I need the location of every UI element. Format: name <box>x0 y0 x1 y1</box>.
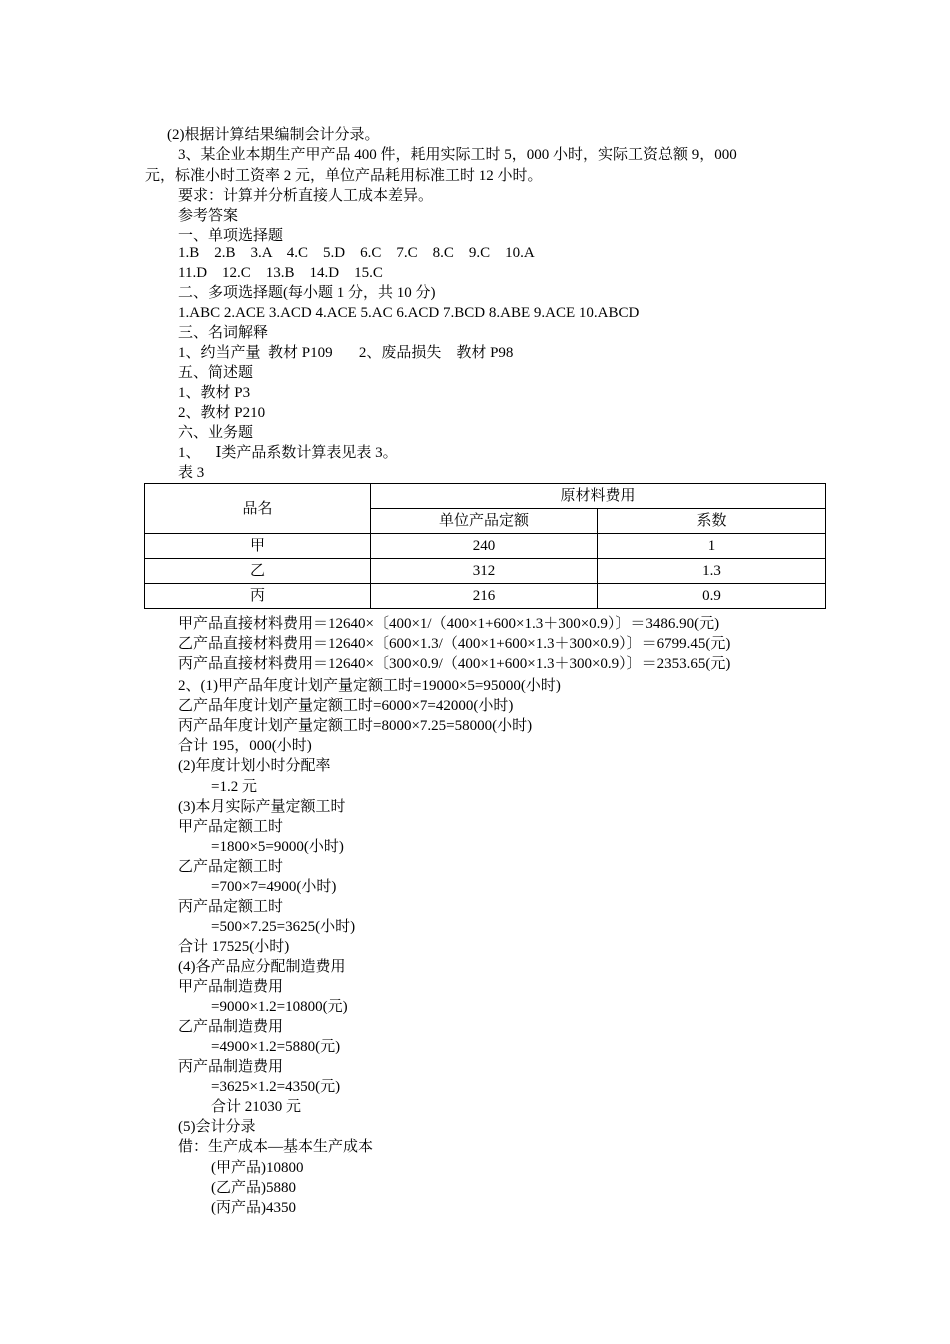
calc-line: 合计 21030 元 <box>211 1099 302 1115</box>
calc-line: 借：生产成本—基本生产成本 <box>178 1139 374 1155</box>
calc-line: 乙产品定额工时 <box>178 859 284 875</box>
text-line: 要求：计算并分析直接人工成本差异。 <box>178 188 434 204</box>
section-heading: 二、多项选择题(每小题 1 分，共 10 分) <box>178 285 436 301</box>
calc-line: =1.2 元 <box>211 779 257 795</box>
answer-line: 1、 Ⅰ类产品系数计算表见表 3。 <box>178 445 398 461</box>
text-line: 元，标准小时工资率 2 元，单位产品耗用标准工时 12 小时。 <box>145 168 543 184</box>
table-row <box>145 534 826 559</box>
calc-line: (3)本月实际产量定额工时 <box>178 799 346 815</box>
answer-line: 1、约当产量 教材 P109 2、废品损失 教材 P98 <box>178 345 514 361</box>
coefficient-table <box>144 483 826 609</box>
calc-line: 丙产品制造费用 <box>178 1059 284 1075</box>
calc-line: (乙产品)5880 <box>211 1180 296 1196</box>
calc-line: 乙产品年度计划产量定额工时=6000×7=42000(小时) <box>178 698 514 714</box>
calc-line: =4900×1.2=5880(元) <box>211 1039 341 1055</box>
calc-line: 甲产品定额工时 <box>178 819 284 835</box>
calc-line: (2)年度计划小时分配率 <box>178 758 331 774</box>
text-line: (2)根据计算结果编制会计分录。 <box>167 127 380 143</box>
answer-line: 1.B 2.B 3.A 4.C 5.D 6.C 7.C 8.C 9.C 10.A <box>178 245 535 261</box>
section-heading: 一、单项选择题 <box>178 228 284 244</box>
cell-product: 甲 <box>145 534 371 559</box>
calc-line: =9000×1.2=10800(元) <box>211 999 348 1015</box>
section-heading: 参考答案 <box>178 208 239 224</box>
calc-line: (5)会计分录 <box>178 1119 256 1135</box>
table-row <box>145 584 826 609</box>
text-line: 3、某企业本期生产甲产品 400 件，耗用实际工时 5，000 小时，实际工资总额 9，000 <box>178 147 737 163</box>
calc-line: (甲产品)10800 <box>211 1160 304 1176</box>
cell-coefficient: 1 <box>598 534 826 559</box>
calc-line: 丙产品定额工时 <box>178 899 284 915</box>
calc-line: (丙产品)4350 <box>211 1200 296 1216</box>
section-heading: 三、名词解释 <box>178 325 269 341</box>
table-caption: 表 3 <box>178 465 205 481</box>
cell-coefficient: 0.9 <box>598 584 826 609</box>
answer-line: 2、教材 P210 <box>178 405 266 421</box>
cell-coefficient: 1.3 <box>598 559 826 584</box>
header-unit-quota: 单位产品定额 <box>371 509 598 534</box>
header-material-cost: 原材料费用 <box>371 484 826 509</box>
answer-line: 1、教材 P3 <box>178 385 251 401</box>
section-heading: 五、简述题 <box>178 365 254 381</box>
calc-line: 合计 17525(小时) <box>178 939 290 955</box>
calc-line: 2、(1)甲产品年度计划产量定额工时=19000×5=95000(小时) <box>178 678 561 694</box>
section-heading: 六、业务题 <box>178 425 254 441</box>
answer-line: 11.D 12.C 13.B 14.D 15.C <box>178 265 383 281</box>
header-product-name: 品名 <box>145 484 371 534</box>
calc-line: (4)各产品应分配制造费用 <box>178 959 346 975</box>
cell-product: 乙 <box>145 559 371 584</box>
cell-product: 丙 <box>145 584 371 609</box>
calc-line: 丙产品年度计划产量定额工时=8000×7.25=58000(小时) <box>178 718 533 734</box>
calc-line: 丙产品直接材料费用＝12640×〔300×0.9/（400×1+600×1.3＋300×0.9）〕＝2353.65(元) <box>178 656 731 672</box>
calc-line: 甲产品制造费用 <box>178 979 284 995</box>
cell-quota: 216 <box>371 584 598 609</box>
calc-line: =700×7=4900(小时) <box>211 879 337 895</box>
calc-line: 乙产品制造费用 <box>178 1019 284 1035</box>
calc-line: =500×7.25=3625(小时) <box>211 919 356 935</box>
cell-quota: 312 <box>371 559 598 584</box>
calc-line: 乙产品直接材料费用＝12640×〔600×1.3/（400×1+600×1.3＋300×0.9）〕＝6799.45(元) <box>178 636 731 652</box>
calc-line: 甲产品直接材料费用＝12640×〔400×1/（400×1+600×1.3＋300×0.9）〕＝3486.90(元) <box>178 616 720 632</box>
calc-line: =3625×1.2=4350(元) <box>211 1079 341 1095</box>
header-coefficient: 系数 <box>598 509 826 534</box>
calc-line: =1800×5=9000(小时) <box>211 839 344 855</box>
cell-quota: 240 <box>371 534 598 559</box>
calc-line: 合计 195，000(小时) <box>178 738 312 754</box>
answer-line: 1.ABC 2.ACE 3.ACD 4.ACE 5.AC 6.ACD 7.BCD 8.ABE 9.ACE 10.ABCD <box>178 305 640 321</box>
table-row <box>145 559 826 584</box>
